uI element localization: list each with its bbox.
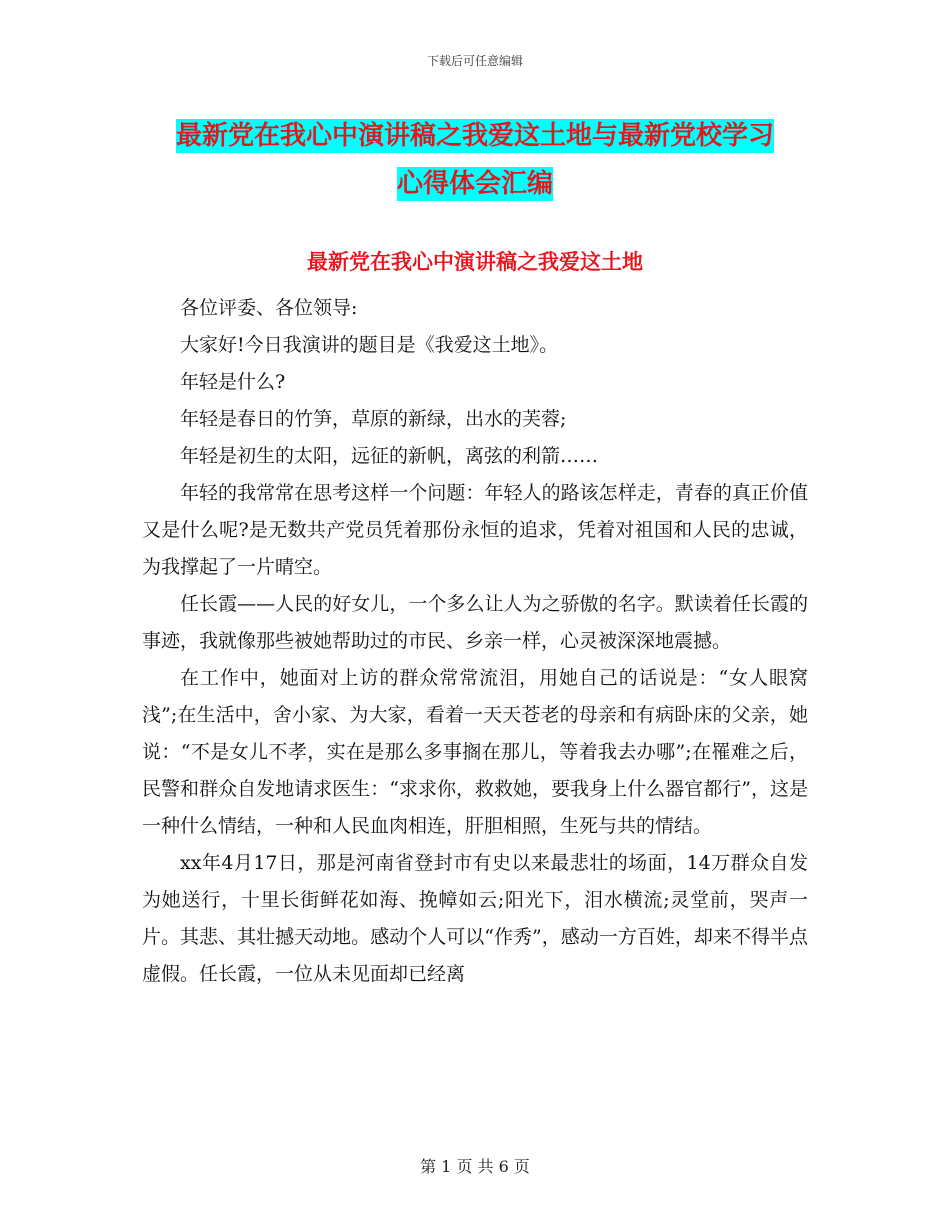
paragraph-3: 年轻是什么? [180,371,286,393]
paragraph-6: 年轻的我常常在思考这样一个问题：年轻人的路该怎样走，青春的真正价值又是什么呢?是无数共产党员凭着那份永恒的追求，凭着对祖国和人民的忠诚，为我撑起了一片晴空。 [142,482,808,578]
page-header-note: 下载后可任意编辑 [426,54,523,68]
paragraph-4: 年轻是春日的竹笋，草原的新绿，出水的芙蓉; [180,408,567,430]
paragraph-2: 大家好!今日我演讲的题目是《我爱这土地》。 [180,334,559,356]
document-title-line1: 最新党在我心中演讲稿之我爱这土地与最新党校学习 [175,121,774,151]
paragraph-5: 年轻是初生的太阳，远征的新帆，离弦的利箭…… [180,445,599,467]
paragraph-7: 任长霞——人民的好女儿，一个多么让人为之骄傲的名字。默读着任长霞的事迹，我就像那些被她帮助过的市民、乡亲一样，心灵被深深地震撼。 [142,593,808,652]
document-title-line2: 心得体会汇编 [396,169,553,199]
paragraph-1: 各位评委、各位领导: [180,297,358,319]
section-title: 最新党在我心中演讲稿之我爱这土地 [307,250,643,274]
paragraph-9: xx年4月17日，那是河南省登封市有史以来最悲壮的场面，14万群众自发为她送行，十里长街鲜花如海、挽幛如云;阳光下，泪水横流;灵堂前，哭声一片。其悲、其壮撼天动地。感动个人可以“作秀”，感动一方百姓，却来不得半点虚假。任长霞，一位从未见面却已经离 [142,852,808,985]
page-footer: 第 1 页 共 6 页 [420,1157,530,1176]
document-title [150,112,800,208]
document-body [142,290,808,993]
paragraph-8: 在工作中，她面对上访的群众常常流泪，用她自己的话说是：“女人眼窝浅”;在生活中，舍小家、为大家，看着一天天苍老的母亲和有病卧床的父亲，她说：“不是女儿不孝，实在是那么多事搁在那儿，等着我去办哪”;在罹难之后，民警和群众自发地请求医生：“求求你，救救她，要我身上什么器官都行”，这是一种什么情结，一种和人民血肉相连，肝胆相照，生死与共的情结。 [142,667,808,837]
